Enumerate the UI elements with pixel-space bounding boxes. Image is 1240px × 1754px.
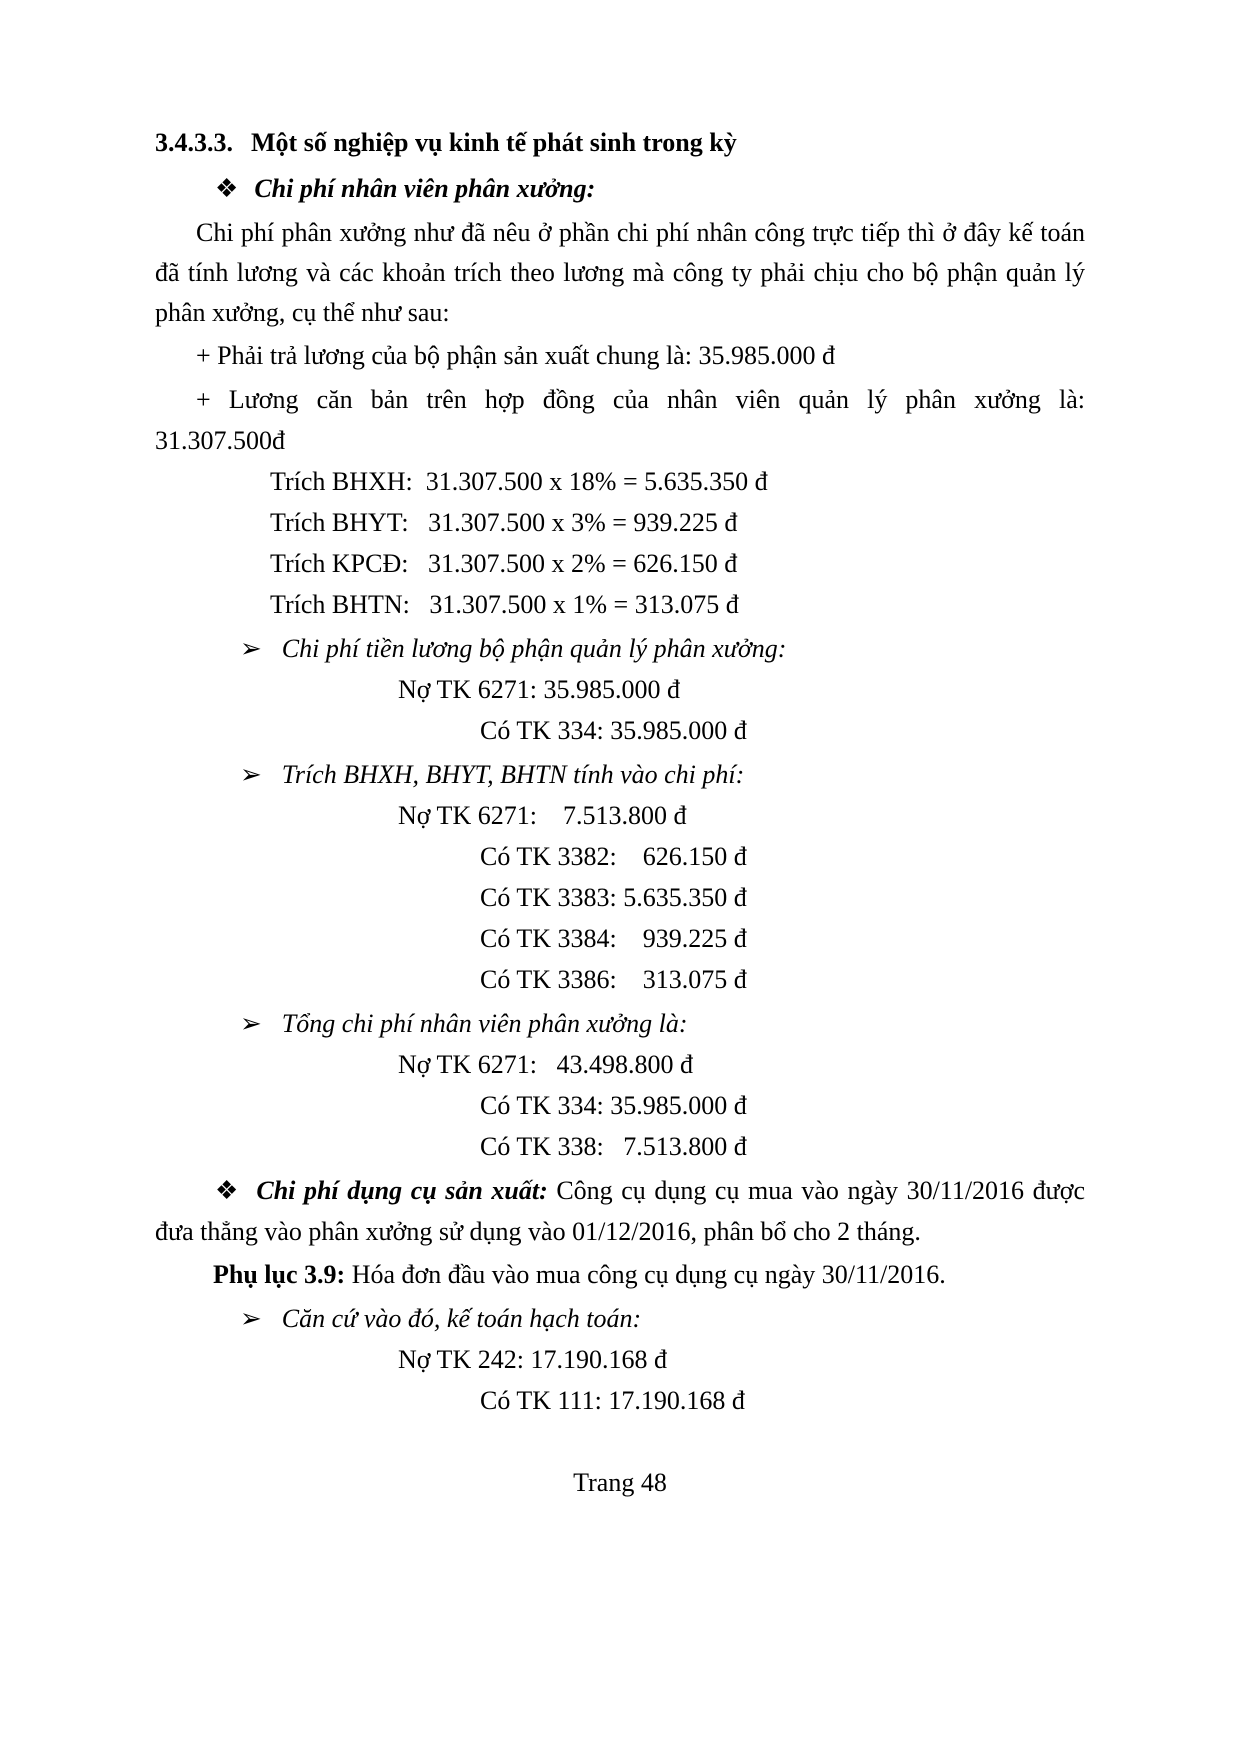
journal-credit-line: Có TK 334: 35.985.000 đ — [480, 1091, 747, 1120]
journal-credit-line: Có TK 3382: 626.150 đ — [480, 842, 747, 871]
tools-section-paragraph — [155, 1170, 1085, 1252]
deduction-line-bhxh: Trích BHXH: 31.307.500 x 18% = 5.635.350 đ — [270, 467, 768, 496]
arrow-bullet-icon: ➢ — [240, 1009, 262, 1038]
deduction-line-kpcd: Trích KPCĐ: 31.307.500 x 2% = 626.150 đ — [270, 549, 738, 578]
section-title: Một số nghiệp vụ kinh tế phát sinh trong kỳ — [251, 128, 737, 157]
arrow-bullet-icon: ➢ — [240, 760, 262, 789]
journal-group-heading — [155, 754, 1085, 795]
journal-credit-line: Có TK 3384: 939.225 đ — [480, 924, 747, 953]
section-number: 3.4.3.3. — [155, 128, 233, 157]
tools-section-body: Công cụ dụng cụ mua vào ngày 30/11/2016 được đưa thẳng vào phân xưởng sử dụng vào 01/12/2016, phân bổ cho 2 tháng. — [155, 1176, 1085, 1246]
journal-group-label: Trích BHXH, BHYT, BHTN tính vào chi phí: — [281, 760, 745, 789]
labor-intro-paragraph: Chi phí phân xưởng như đã nêu ở phần chi phí nhân công trực tiếp thì ở đây kế toán đã tính lương và các khoản trích theo lương mà công ty phải chịu cho bộ phận quản lý phân xưởng, cụ thể như sau: — [155, 218, 1085, 327]
appendix-label: Phụ lục 3.9: — [213, 1260, 346, 1289]
journal-credit-line: Có TK 338: 7.513.800 đ — [480, 1132, 747, 1161]
deduction-line-bhyt: Trích BHYT: 31.307.500 x 3% = 939.225 đ — [270, 508, 738, 537]
journal-debit-line: Nợ TK 6271: 7.513.800 đ — [398, 801, 687, 830]
journal-entry-group-3 — [155, 1003, 1085, 1167]
tools-section-title: Chi phí dụng cụ sản xuất: — [256, 1176, 548, 1205]
appendix-text: Hóa đơn đầu vào mua công cụ dụng cụ ngày 30/11/2016. — [351, 1260, 946, 1289]
page-number: Trang 48 — [573, 1468, 667, 1497]
journal-group-heading — [155, 628, 1085, 669]
labor-section-title: Chi phí nhân viên phân xưởng: — [254, 174, 596, 203]
page-content — [155, 122, 1085, 1421]
journal-group-label: Căn cứ vào đó, kế toán hạch toán: — [281, 1304, 642, 1333]
base-salary-line: + Lương căn bản trên hợp đồng của nhân viên quản lý phân xưởng là: — [196, 385, 1085, 414]
journal-group-label: Chi phí tiền lương bộ phận quản lý phân xưởng: — [281, 634, 787, 663]
journal-credit-line: Có TK 3383: 5.635.350 đ — [480, 883, 747, 912]
journal-entry-group-2 — [155, 754, 1085, 1000]
arrow-bullet-icon: ➢ — [240, 634, 262, 663]
journal-credit-line: Có TK 334: 35.985.000 đ — [480, 716, 747, 745]
labor-section-heading — [155, 168, 1085, 209]
journal-credit-line: Có TK 111: 17.190.168 đ — [480, 1386, 745, 1415]
wage-total-line: + Phải trả lương của bộ phận sản xuất chung là: 35.985.000 đ — [196, 341, 835, 370]
section-heading — [155, 122, 1085, 163]
journal-group-label: Tổng chi phí nhân viên phân xưởng là: — [281, 1009, 688, 1038]
diamond-bullet-icon: ❖ — [215, 1176, 241, 1205]
base-salary-amount: 31.307.500đ — [155, 426, 285, 455]
journal-debit-line: Nợ TK 242: 17.190.168 đ — [398, 1345, 667, 1374]
journal-debit-line: Nợ TK 6271: 43.498.800 đ — [398, 1050, 693, 1079]
deduction-line-bhtn: Trích BHTN: 31.307.500 x 1% = 313.075 đ — [270, 590, 739, 619]
arrow-bullet-icon: ➢ — [240, 1304, 262, 1333]
journal-credit-line: Có TK 3386: 313.075 đ — [480, 965, 747, 994]
journal-group-heading — [155, 1003, 1085, 1044]
journal-entry-group-4 — [155, 1298, 1085, 1421]
appendix-line — [155, 1254, 1085, 1295]
journal-debit-line: Nợ TK 6271: 35.985.000 đ — [398, 675, 680, 704]
journal-group-heading — [155, 1298, 1085, 1339]
journal-entry-group-1 — [155, 628, 1085, 751]
diamond-bullet-icon: ❖ — [215, 174, 239, 203]
